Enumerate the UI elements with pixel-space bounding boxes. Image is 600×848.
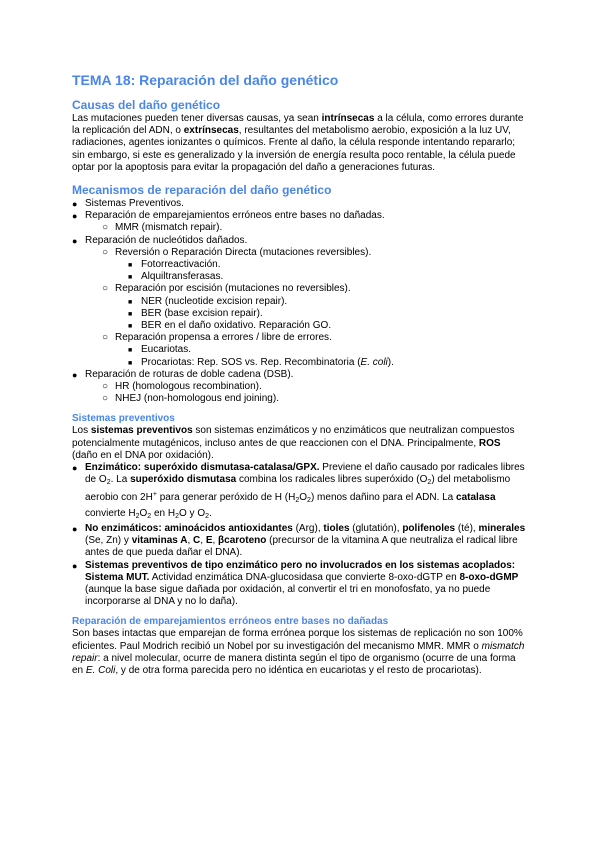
- preventivos-list: [72, 462, 528, 608]
- causas-paragraph: Las mutaciones pueden tener diversas causas, ya sean intrínsecas a la célula, como errores durante la replicación del ADN, o extrínsecas, resultantes del metabolismo aerobio, exposición a la luz UV, radiaciones, agentes ionizantes o químicos. Frente al daño, la célula responde intentando repararlo; sin embargo, si este es generalizado y la inversión de energía resulta poco rentable, la célula puede optar por la apoptosis para evitar la propagación del daño a generaciones futuras.: [72, 113, 524, 173]
- bullet-icon: ●: [72, 523, 78, 534]
- list-item-enzimatico: ● Enzimático: superóxido dismutasa-catalasa/GPX. Previene el daño causado por radicales libres de $O_2$. La superóxido dismutasa combina los radicales libres superóxido $(O_2)$ del metabolismo aerobio con 2H+ para generar peróxido de H $(H_2O_2)$ menos dañino para el ADN. La catalasa convierte $H_2O_2$ en $H_2O$ y $O_2$.: [72, 462, 525, 520]
- list-item: ○ Reparación por escisión (mutaciones no reversibles).: [102, 283, 351, 295]
- bullet-icon: ○: [102, 332, 109, 344]
- list-item: ○ NHEJ (non-homologous end joining).: [102, 393, 279, 405]
- list-item: ○ MMR (mismatch repair).: [102, 222, 223, 234]
- list-item: ■ Alquiltransferasas.: [72, 271, 528, 283]
- mecanismos-list: [72, 198, 528, 405]
- list-item: ■ NER (nucleotide excision repair).: [72, 296, 528, 308]
- bullet-icon: ■: [128, 359, 133, 367]
- bullet-icon: ●: [72, 199, 78, 210]
- preventivos-paragraph: Los sistemas preventivos son sistemas enzimáticos y no enzimáticos que neutralizan compuestos potencialmente mutagénicos, incluso antes de que reaccionen con el DNA. Principalmente, ROS (daño en el DNA por oxidación).: [72, 425, 515, 461]
- bullet-icon: ○: [102, 283, 109, 295]
- page-title: TEMA 18: Reparación del daño genético: [72, 72, 339, 88]
- list-item: ○ Reparación propensa a errores / libre de errores.: [102, 332, 332, 344]
- bullet-icon: ●: [72, 235, 78, 246]
- bullet-icon: ■: [128, 298, 133, 306]
- list-item: ● Sistemas Preventivos.: [72, 198, 184, 210]
- list-item: ● Reparación de roturas de doble cadena (DSB).: [72, 368, 294, 380]
- bullet-icon: ●: [72, 560, 78, 571]
- list-item: ● Reparación de nucleótidos dañados.: [72, 234, 248, 246]
- bullet-icon: ■: [128, 323, 133, 331]
- bullet-icon: ○: [102, 246, 109, 258]
- list-item: ○ Reversión o Reparación Directa (mutaciones reversibles).: [102, 246, 372, 258]
- list-item: ○ HR (homologous recombination).: [102, 381, 262, 393]
- section-heading-preventivos: Sistemas preventivos: [72, 413, 175, 425]
- bullet-icon: ○: [102, 381, 109, 393]
- document-page: [72, 72, 528, 677]
- list-item-sistema-mut: ● Sistemas preventivos de tipo enzimático pero no involucrados en los sistemas acoplados: Sistema MUT. Actividad enzimática DNA-glucosidasa que convierte 8-oxo-dGTP en 8-oxo-dGMP (aunque la base sigue dañada por oxidación, al convertir el tri en monofosfato, ya no puede incorporarse al DNA y no lo daña).: [72, 559, 519, 608]
- section-heading-mmr: Reparación de emparejamientos erróneos entre bases no dañadas: [72, 616, 389, 628]
- bullet-icon: ■: [128, 274, 133, 282]
- mmr-paragraph: Son bases intactas que emparejan de forma errónea porque los sistemas de replicación no son 100% eficientes. Paul Modrich recibió un Nobel por su investigación del mecanismo MMR. MMR o mismatch repair: a nivel molecular, ocurre de manera distinta según el tipo de organismo (ocurre de una forma en E. Coli, y de otra forma parecida pero no idéntica en eucariotas y el resto de procariotas).: [72, 628, 525, 676]
- list-item: ■ Eucariotas.: [72, 344, 528, 356]
- bullet-icon: ○: [102, 222, 109, 234]
- list-item-no-enzimatico: ● No enzimáticos: aminoácidos antioxidantes (Arg), tioles (glutatión), polifenoles (té), minerales (Se, Zn) y vitaminas A, C, E, βcaroteno (precursor de la vitamina A que neutraliza el radical libre antes de que pueda dañar el DNA).: [72, 522, 526, 559]
- bullet-icon: ●: [72, 211, 78, 222]
- bullet-icon: ●: [72, 463, 78, 474]
- list-item: ● Reparación de emparejamientos erróneos entre bases no dañadas.: [72, 210, 385, 222]
- bullet-icon: ■: [128, 347, 133, 355]
- bullet-icon: ○: [102, 393, 109, 405]
- section-heading-mecanismos: Mecanismos de reparación del daño genético: [72, 183, 332, 198]
- section-heading-causas: Causas del daño genético: [72, 98, 221, 112]
- list-item: ■ BER en el daño oxidativo. Reparación GO.: [72, 320, 528, 332]
- bullet-icon: ■: [128, 262, 133, 270]
- list-item: ■ Procariotas: Rep. SOS vs. Rep. Recombinatoria (E. coli).: [72, 357, 528, 369]
- bullet-icon: ●: [72, 369, 78, 380]
- list-item: ■ BER (base excision repair).: [72, 308, 528, 320]
- list-item: ■ Fotorreactivación.: [72, 259, 528, 271]
- bullet-icon: ■: [128, 310, 133, 318]
